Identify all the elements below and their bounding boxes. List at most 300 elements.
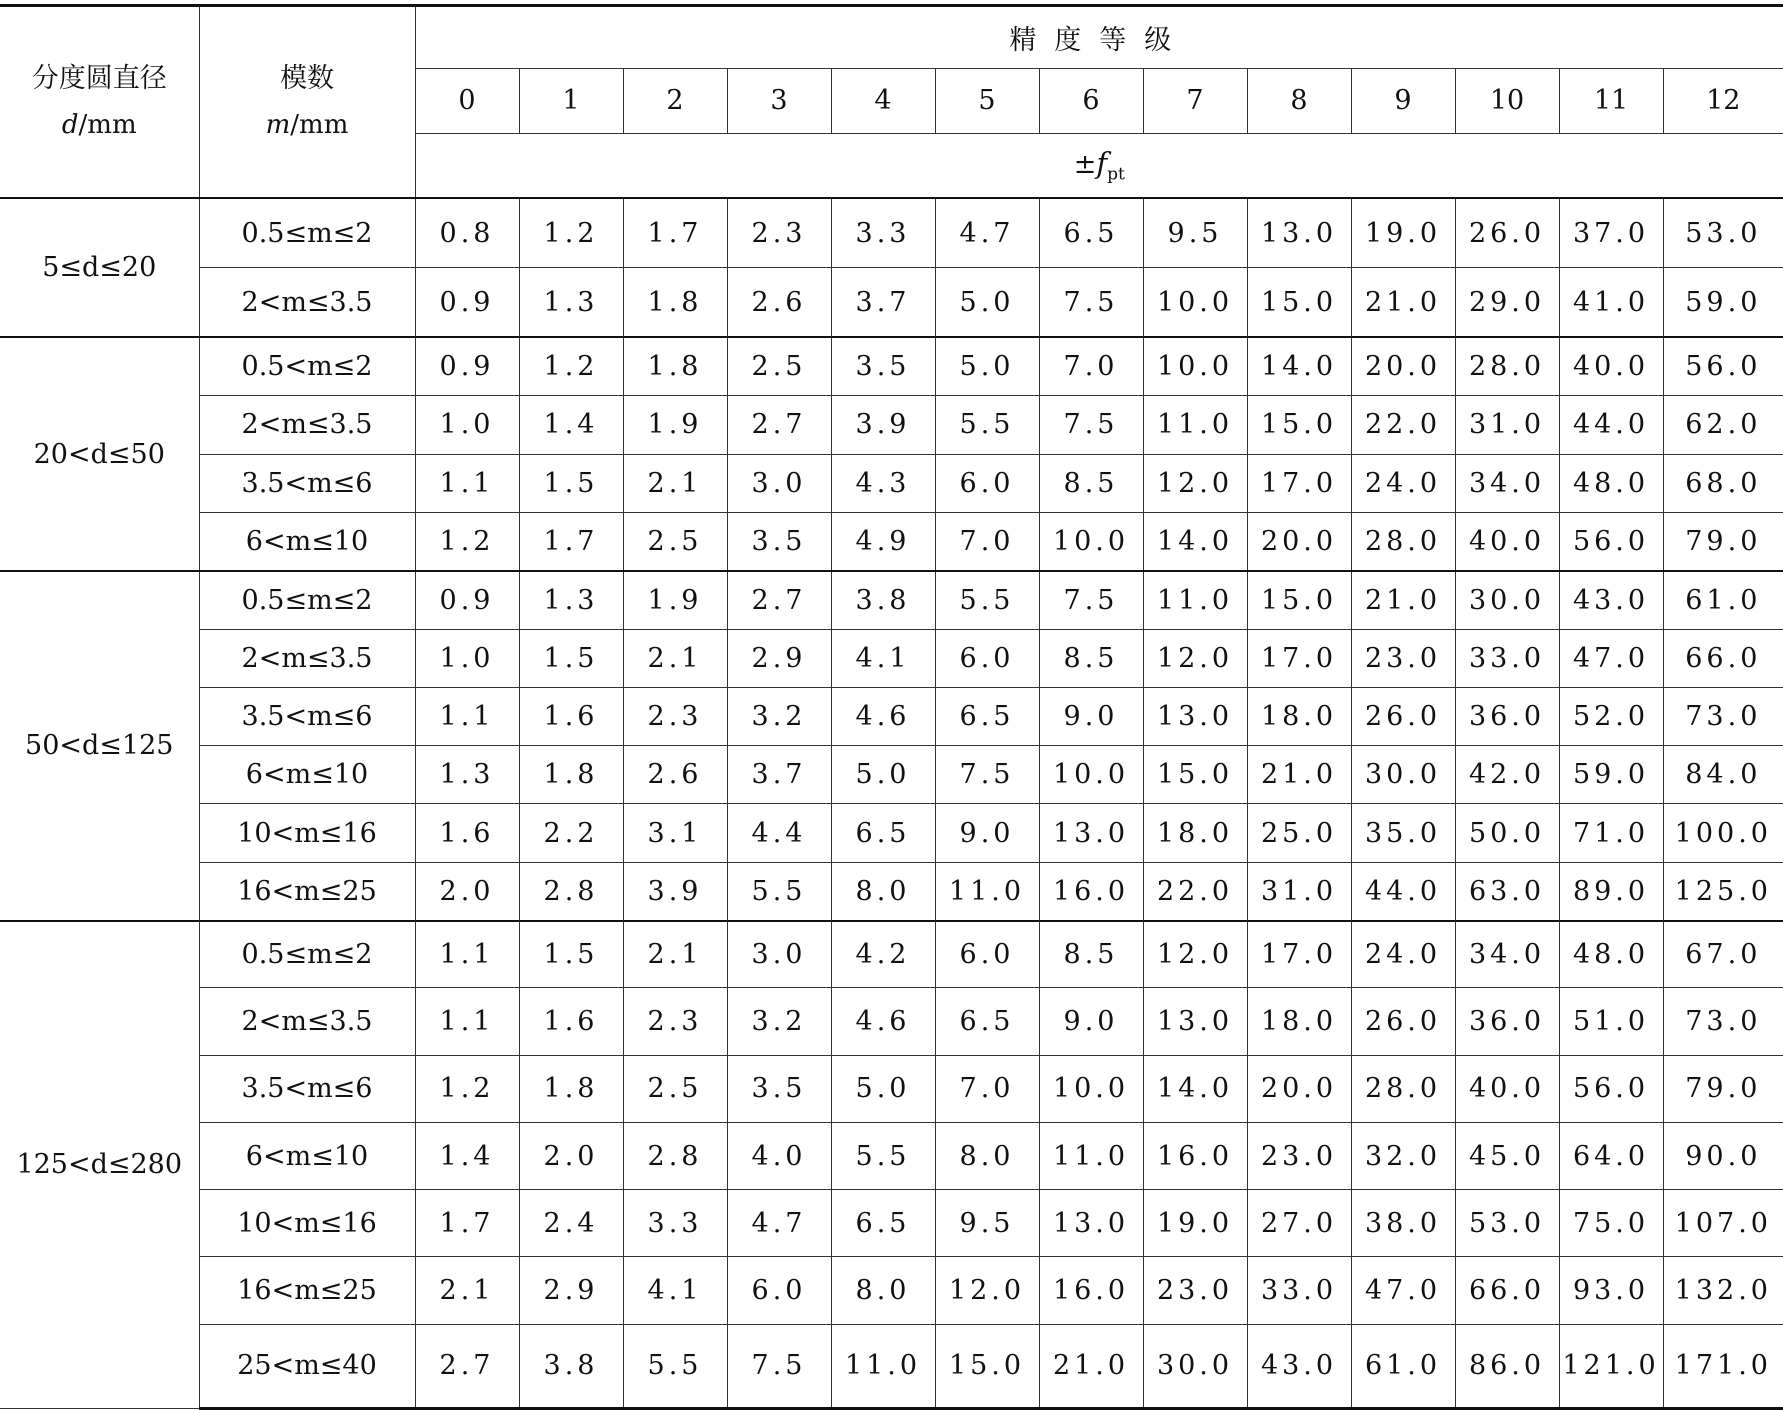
tolerance-value-cell: 52.0 [1559,687,1663,745]
tolerance-value-cell: 14.0 [1247,337,1351,395]
module-range-cell: 0.5≤m≤2 [199,198,415,268]
tolerance-value-cell: 48.0 [1559,921,1663,988]
tolerance-value-cell: 44.0 [1351,862,1455,920]
table-row [0,268,1783,338]
tolerance-value-cell: 6.0 [935,921,1039,988]
tolerance-value-cell: 28.0 [1455,337,1559,395]
tolerance-value-cell: 2.2 [519,804,623,862]
tolerance-value-cell: 8.0 [831,1257,935,1324]
tolerance-value-cell: 7.5 [727,1324,831,1408]
tolerance-value-cell: 7.5 [1039,571,1143,629]
tolerance-value-cell: 13.0 [1039,804,1143,862]
tolerance-value-cell: 24.0 [1351,454,1455,512]
tolerance-value-cell: 53.0 [1455,1190,1559,1257]
module-range-cell: 10<m≤16 [199,804,415,862]
tolerance-value-cell: 36.0 [1455,988,1559,1055]
tolerance-value-cell: 28.0 [1351,1055,1455,1122]
tolerance-value-cell: 20.0 [1351,337,1455,395]
tolerance-value-cell: 17.0 [1247,921,1351,988]
tolerance-value-cell: 18.0 [1247,687,1351,745]
diameter-range-cell: 125<d≤280 [0,921,199,1409]
table-row [0,746,1783,804]
tolerance-value-cell: 34.0 [1455,454,1559,512]
tolerance-value-cell: 1.2 [415,512,519,570]
tolerance-value-cell: 35.0 [1351,804,1455,862]
header-grade-title: 精度等级 [415,6,1783,69]
tolerance-value-cell: 47.0 [1559,629,1663,687]
tolerance-value-cell: 5.0 [935,268,1039,338]
module-range-cell: 3.5<m≤6 [199,454,415,512]
tolerance-value-cell: 32.0 [1351,1122,1455,1189]
module-range-cell: 2<m≤3.5 [199,988,415,1055]
tolerance-value-cell: 51.0 [1559,988,1663,1055]
tolerance-value-cell: 59.0 [1559,746,1663,804]
tolerance-value-cell: 4.9 [831,512,935,570]
tolerance-value-cell: 100.0 [1663,804,1783,862]
tolerance-value-cell: 7.5 [935,746,1039,804]
tolerance-value-cell: 3.3 [831,198,935,268]
tolerance-value-cell: 18.0 [1247,988,1351,1055]
tolerance-value-cell: 5.5 [935,571,1039,629]
tolerance-value-cell: 1.7 [519,512,623,570]
header-tolerance-symbol: $\pm f_{pt}$ [415,133,1783,198]
tolerance-value-cell: 2.7 [727,396,831,454]
tolerance-value-cell: 7.0 [1039,337,1143,395]
tolerance-value-cell: 1.7 [623,198,727,268]
tolerance-value-cell: 1.4 [519,396,623,454]
tolerance-value-cell: 13.0 [1247,198,1351,268]
tolerance-value-cell: 15.0 [1247,571,1351,629]
grade-header-1: 1 [519,68,623,133]
tolerance-value-cell: 1.8 [519,746,623,804]
tolerance-value-cell: 125.0 [1663,862,1783,920]
tolerance-value-cell: 22.0 [1351,396,1455,454]
tolerance-value-cell: 1.3 [519,571,623,629]
header-module-unit: m/mm [265,110,349,141]
tolerance-value-cell: 22.0 [1143,862,1247,920]
tolerance-value-cell: 20.0 [1247,1055,1351,1122]
tolerance-value-cell: 19.0 [1351,198,1455,268]
grade-header-4: 4 [831,68,935,133]
tolerance-value-cell: 6.5 [935,687,1039,745]
tolerance-value-cell: 171.0 [1663,1324,1783,1408]
tolerance-value-cell: 30.0 [1143,1324,1247,1408]
tolerance-value-cell: 0.9 [415,337,519,395]
tolerance-value-cell: 40.0 [1455,512,1559,570]
table-row [0,1190,1783,1257]
tolerance-value-cell: 8.5 [1039,629,1143,687]
tolerance-value-cell: 1.2 [519,198,623,268]
tolerance-value-cell: 64.0 [1559,1122,1663,1189]
tolerance-value-cell: 4.7 [935,198,1039,268]
tolerance-value-cell: 30.0 [1351,746,1455,804]
tolerance-value-cell: 1.6 [519,988,623,1055]
tolerance-value-cell: 66.0 [1455,1257,1559,1324]
tolerance-value-cell: 2.3 [623,988,727,1055]
tolerance-value-cell: 9.0 [1039,687,1143,745]
tolerance-value-cell: 4.6 [831,988,935,1055]
grade-header-2: 2 [623,68,727,133]
tolerance-value-cell: 8.0 [831,862,935,920]
tolerance-value-cell: 1.8 [623,337,727,395]
table-row [0,629,1783,687]
table-row [0,1257,1783,1324]
tolerance-value-cell: 59.0 [1663,268,1783,338]
tolerance-value-cell: 10.0 [1143,268,1247,338]
tolerance-value-cell: 29.0 [1455,268,1559,338]
module-range-cell: 2<m≤3.5 [199,268,415,338]
tolerance-value-cell: 1.1 [415,454,519,512]
tolerance-value-cell: 6.0 [935,454,1039,512]
diameter-range-cell: 20<d≤50 [0,337,199,570]
grade-header-10: 10 [1455,68,1559,133]
tolerance-value-cell: 47.0 [1351,1257,1455,1324]
tolerance-value-cell: 1.2 [415,1055,519,1122]
tolerance-value-cell: 21.0 [1247,746,1351,804]
tolerance-value-cell: 89.0 [1559,862,1663,920]
table-row [0,396,1783,454]
tolerance-value-cell: 90.0 [1663,1122,1783,1189]
tolerance-value-cell: 20.0 [1247,512,1351,570]
tolerance-value-cell: 3.2 [727,988,831,1055]
tolerance-value-cell: 2.5 [623,512,727,570]
tolerance-value-cell: 37.0 [1559,198,1663,268]
tolerance-value-cell: 2.1 [623,454,727,512]
table-row [0,1122,1783,1189]
tolerance-value-cell: 66.0 [1663,629,1783,687]
tolerance-value-cell: 3.5 [727,1055,831,1122]
module-range-cell: 3.5<m≤6 [199,1055,415,1122]
tolerance-value-cell: 26.0 [1351,687,1455,745]
tolerance-value-cell: 17.0 [1247,629,1351,687]
module-range-cell: 10<m≤16 [199,1190,415,1257]
tolerance-value-cell: 84.0 [1663,746,1783,804]
module-range-cell: 25<m≤40 [199,1324,415,1408]
tolerance-value-cell: 12.0 [1143,454,1247,512]
table-row [0,988,1783,1055]
tolerance-value-cell: 1.7 [415,1190,519,1257]
tolerance-value-cell: 14.0 [1143,512,1247,570]
tolerance-value-cell: 53.0 [1663,198,1783,268]
tolerance-value-cell: 16.0 [1039,862,1143,920]
tolerance-value-cell: 2.9 [727,629,831,687]
tolerance-value-cell: 25.0 [1247,804,1351,862]
tolerance-value-cell: 1.3 [519,268,623,338]
tolerance-value-cell: 93.0 [1559,1257,1663,1324]
tolerance-value-cell: 42.0 [1455,746,1559,804]
module-range-cell: 16<m≤25 [199,862,415,920]
tolerance-value-cell: 45.0 [1455,1122,1559,1189]
tolerance-value-cell: 19.0 [1143,1190,1247,1257]
tolerance-value-cell: 16.0 [1143,1122,1247,1189]
table-row [0,512,1783,570]
tolerance-value-cell: 2.5 [623,1055,727,1122]
tolerance-value-cell: 26.0 [1455,198,1559,268]
table-row [0,1324,1783,1408]
tolerance-value-cell: 3.7 [727,746,831,804]
tolerance-value-cell: 75.0 [1559,1190,1663,1257]
tolerance-value-cell: 2.0 [519,1122,623,1189]
module-range-cell: 16<m≤25 [199,1257,415,1324]
module-range-cell: 2<m≤3.5 [199,396,415,454]
tolerance-value-cell: 2.0 [415,862,519,920]
tolerance-value-cell: 73.0 [1663,687,1783,745]
tolerance-value-cell: 7.0 [935,1055,1039,1122]
tolerance-value-cell: 1.8 [519,1055,623,1122]
tolerance-value-cell: 3.9 [623,862,727,920]
tolerance-value-cell: 9.5 [1143,198,1247,268]
tolerance-value-cell: 23.0 [1351,629,1455,687]
tolerance-value-cell: 41.0 [1559,268,1663,338]
tolerance-value-cell: 3.7 [831,268,935,338]
tolerance-value-cell: 68.0 [1663,454,1783,512]
tolerance-value-cell: 6.5 [831,804,935,862]
header-diameter-cell [0,6,199,199]
tolerance-value-cell: 8.5 [1039,921,1143,988]
tolerance-value-cell: 3.9 [831,396,935,454]
tolerance-value-cell: 11.0 [935,862,1039,920]
tolerance-value-cell: 28.0 [1351,512,1455,570]
table-row [0,921,1783,988]
tolerance-value-cell: 63.0 [1455,862,1559,920]
tolerance-value-cell: 4.3 [831,454,935,512]
tolerance-value-cell: 121.0 [1559,1324,1663,1408]
tolerance-value-cell: 12.0 [1143,629,1247,687]
tolerance-value-cell: 15.0 [1247,396,1351,454]
tolerance-value-cell: 73.0 [1663,988,1783,1055]
table-row [0,687,1783,745]
tolerance-value-cell: 6.0 [727,1257,831,1324]
module-range-cell: 6<m≤10 [199,1122,415,1189]
tolerance-value-cell: 9.5 [935,1190,1039,1257]
tolerance-value-cell: 2.1 [415,1257,519,1324]
tolerance-value-cell: 21.0 [1039,1324,1143,1408]
tolerance-value-cell: 4.7 [727,1190,831,1257]
tolerance-value-cell: 79.0 [1663,1055,1783,1122]
tolerance-value-cell: 6.5 [1039,198,1143,268]
tolerance-value-cell: 61.0 [1351,1324,1455,1408]
tolerance-value-cell: 6.0 [935,629,1039,687]
tolerance-value-cell: 1.5 [519,629,623,687]
tolerance-value-cell: 1.1 [415,988,519,1055]
tolerance-value-cell: 67.0 [1663,921,1783,988]
tolerance-value-cell: 8.0 [935,1122,1039,1189]
module-range-cell: 3.5<m≤6 [199,687,415,745]
tolerance-value-cell: 7.5 [1039,396,1143,454]
tolerance-value-cell: 1.0 [415,629,519,687]
tolerance-value-cell: 13.0 [1143,988,1247,1055]
module-range-cell: 0.5≤m≤2 [199,571,415,629]
tolerance-value-cell: 12.0 [935,1257,1039,1324]
tolerance-value-cell: 15.0 [1143,746,1247,804]
tolerance-value-cell: 132.0 [1663,1257,1783,1324]
tolerance-value-cell: 62.0 [1663,396,1783,454]
tolerance-value-cell: 4.4 [727,804,831,862]
header-module-cell [199,6,415,199]
tolerance-value-cell: 2.4 [519,1190,623,1257]
tolerance-value-cell: 15.0 [935,1324,1039,1408]
grade-header-12: 12 [1663,68,1783,133]
tolerance-value-cell: 1.6 [519,687,623,745]
table-row [0,1055,1783,1122]
tolerance-value-cell: 5.0 [935,337,1039,395]
tolerance-value-cell: 21.0 [1351,268,1455,338]
tolerance-value-cell: 4.2 [831,921,935,988]
tolerance-value-cell: 4.1 [831,629,935,687]
tolerance-value-cell: 1.4 [415,1122,519,1189]
tolerance-value-cell: 3.0 [727,921,831,988]
tolerance-value-cell: 48.0 [1559,454,1663,512]
tolerance-value-cell: 40.0 [1455,1055,1559,1122]
tolerance-value-cell: 14.0 [1143,1055,1247,1122]
grade-header-11: 11 [1559,68,1663,133]
header-diameter-unit: d/mm [61,110,137,141]
tolerance-value-cell: 5.5 [831,1122,935,1189]
tolerance-value-cell: 56.0 [1559,512,1663,570]
tolerance-value-cell: 50.0 [1455,804,1559,862]
tolerance-value-cell: 3.3 [623,1190,727,1257]
tolerance-value-cell: 40.0 [1559,337,1663,395]
module-range-cell: 0.5<m≤2 [199,337,415,395]
diameter-range-cell: 50<d≤125 [0,571,199,921]
header-diameter-label: 分度圆直径 [31,63,167,95]
tolerance-value-cell: 9.0 [935,804,1039,862]
tolerance-value-cell: 0.8 [415,198,519,268]
tolerance-value-cell: 5.0 [831,1055,935,1122]
module-range-cell: 2<m≤3.5 [199,629,415,687]
grade-header-8: 8 [1247,68,1351,133]
table-row [0,337,1783,395]
tolerance-value-cell: 36.0 [1455,687,1559,745]
tolerance-value-cell: 1.1 [415,921,519,988]
table-row [0,862,1783,920]
tolerance-value-cell: 24.0 [1351,921,1455,988]
grade-header-9: 9 [1351,68,1455,133]
tolerance-value-cell: 11.0 [831,1324,935,1408]
tolerance-value-cell: 10.0 [1039,512,1143,570]
tolerance-value-cell: 1.0 [415,396,519,454]
tolerance-value-cell: 2.1 [623,629,727,687]
tolerance-value-cell: 2.5 [727,337,831,395]
tolerance-value-cell: 23.0 [1247,1122,1351,1189]
tolerance-value-cell: 9.0 [1039,988,1143,1055]
tolerance-value-cell: 10.0 [1039,746,1143,804]
tolerance-value-cell: 3.8 [519,1324,623,1408]
tolerance-value-cell: 7.5 [1039,268,1143,338]
tolerance-value-cell: 1.6 [415,804,519,862]
tolerance-value-cell: 3.8 [831,571,935,629]
tolerance-value-cell: 31.0 [1247,862,1351,920]
tolerance-value-cell: 10.0 [1143,337,1247,395]
tolerance-value-cell: 11.0 [1143,396,1247,454]
tolerance-value-cell: 44.0 [1559,396,1663,454]
tolerance-value-cell: 30.0 [1455,571,1559,629]
tolerance-value-cell: 11.0 [1039,1122,1143,1189]
tolerance-value-cell: 23.0 [1143,1257,1247,1324]
tolerance-value-cell: 34.0 [1455,921,1559,988]
tolerance-value-cell: 71.0 [1559,804,1663,862]
tolerance-value-cell: 56.0 [1559,1055,1663,1122]
tolerance-value-cell: 5.5 [935,396,1039,454]
tolerance-value-cell: 16.0 [1039,1257,1143,1324]
tolerance-value-cell: 7.0 [935,512,1039,570]
grade-header-6: 6 [1039,68,1143,133]
tolerance-value-cell: 33.0 [1455,629,1559,687]
table-row [0,198,1783,268]
tolerance-value-cell: 2.6 [623,746,727,804]
tolerance-value-cell: 10.0 [1039,1055,1143,1122]
module-range-cell: 0.5≤m≤2 [199,921,415,988]
tolerance-value-cell: 2.1 [623,921,727,988]
tolerance-value-cell: 2.6 [727,268,831,338]
tolerance-value-cell: 1.3 [415,746,519,804]
tolerance-value-cell: 86.0 [1455,1324,1559,1408]
tolerance-value-cell: 1.9 [623,571,727,629]
tolerance-value-cell: 26.0 [1351,988,1455,1055]
tolerance-value-cell: 4.0 [727,1122,831,1189]
tolerance-value-cell: 2.3 [623,687,727,745]
tolerance-value-cell: 3.5 [727,512,831,570]
tolerance-value-cell: 31.0 [1455,396,1559,454]
tolerance-value-cell: 1.9 [623,396,727,454]
tolerance-value-cell: 13.0 [1039,1190,1143,1257]
tolerance-value-cell: 5.5 [623,1324,727,1408]
tolerance-value-cell: 18.0 [1143,804,1247,862]
tolerance-value-cell: 4.6 [831,687,935,745]
tolerance-value-cell: 2.3 [727,198,831,268]
tolerance-value-cell: 5.5 [727,862,831,920]
tolerance-value-cell: 107.0 [1663,1190,1783,1257]
diameter-range-cell: 5≤d≤20 [0,198,199,337]
table-row [0,571,1783,629]
tolerance-value-cell: 1.1 [415,687,519,745]
tolerance-value-cell: 12.0 [1143,921,1247,988]
tolerance-value-cell: 4.1 [623,1257,727,1324]
tolerance-value-cell: 43.0 [1247,1324,1351,1408]
tolerance-table [0,4,1783,1410]
tolerance-value-cell: 21.0 [1351,571,1455,629]
tolerance-value-cell: 2.7 [727,571,831,629]
table-row [0,454,1783,512]
table-row [0,804,1783,862]
tolerance-value-cell: 3.2 [727,687,831,745]
grade-header-7: 7 [1143,68,1247,133]
tolerance-value-cell: 2.7 [415,1324,519,1408]
tolerance-value-cell: 1.2 [519,337,623,395]
tolerance-value-cell: 13.0 [1143,687,1247,745]
tolerance-value-cell: 61.0 [1663,571,1783,629]
tolerance-value-cell: 2.8 [519,862,623,920]
grade-header-3: 3 [727,68,831,133]
header-module-label: 模数 [280,63,334,95]
tolerance-value-cell: 38.0 [1351,1190,1455,1257]
tolerance-value-cell: 3.0 [727,454,831,512]
tolerance-value-cell: 43.0 [1559,571,1663,629]
tolerance-value-cell: 56.0 [1663,337,1783,395]
tolerance-value-cell: 0.9 [415,268,519,338]
tolerance-value-cell: 8.5 [1039,454,1143,512]
tolerance-value-cell: 2.9 [519,1257,623,1324]
tolerance-value-cell: 27.0 [1247,1190,1351,1257]
tolerance-value-cell: 1.5 [519,454,623,512]
tolerance-value-cell: 79.0 [1663,512,1783,570]
module-range-cell: 6<m≤10 [199,746,415,804]
tolerance-value-cell: 2.8 [623,1122,727,1189]
module-range-cell: 6<m≤10 [199,512,415,570]
tolerance-value-cell: 3.5 [831,337,935,395]
tolerance-value-cell: 6.5 [831,1190,935,1257]
tolerance-value-cell: 17.0 [1247,454,1351,512]
